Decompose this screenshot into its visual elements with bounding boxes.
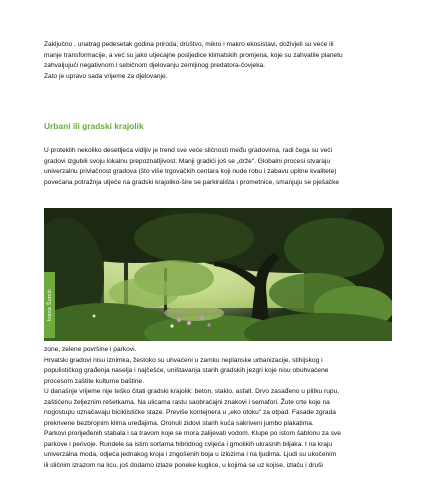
park-photo bbox=[44, 208, 392, 341]
body-line: ili sličnim izrazom na licu, još dodamo izlaze poneke kuglice, u kojima se uz kojise, izlaču i druši bbox=[44, 461, 323, 469]
section-line: gradovi izgubili svoju lokalnu prepoznatljivost. Manji gradići još se „drže". Globalni procesi stvaraju bbox=[44, 157, 331, 165]
body-line: nogostupu označavaju biciklističke staze. Previše kontejnera u „eko otoku" za otpad. Fasade zgrada bbox=[44, 409, 336, 416]
section-paragraph bbox=[44, 146, 394, 188]
intro-line: zahvaljujući negativnom i sebičnom djelovanju zemljinog predatora-čovjeka. bbox=[44, 62, 266, 69]
body-line: Hrvatski gradovi nisu iznimka, žestoko su uhvaćeni u zamku neplanske urbanizacije, stihijskog i bbox=[44, 356, 323, 364]
body-line: parkove i perivoje. Rundele sa istim sortama hibridnog cvijeća i gmolikih ukrasnih biljaka. I na kraju bbox=[44, 440, 333, 448]
intro-line: manje transformacije, a već su jako utjecajne posljedice klimatskih promjena, koje su zahvatile planetu bbox=[44, 51, 343, 59]
intro-line: Zato je upravo sada vrijeme za djelovanje. bbox=[44, 72, 168, 80]
body-line: populističkog građenja naselja i najčešće, uništavanja starih gradskih jezgri koje nisu obuhvaćene bbox=[44, 367, 329, 374]
section-line: univerzalnu privlačnost gradova (što više trgovačkih centara koji nude robu i zabavu upitne kvalitete) bbox=[44, 168, 337, 175]
body-line: zaštićenu željeznim rešetkama. Na ulicama rastu saobraćajni znakovi i semafori. Žute crte koje na bbox=[44, 398, 330, 406]
photo-credit-label: Ivana Šumić bbox=[46, 288, 53, 322]
photo-credit-tab bbox=[44, 272, 55, 338]
park-photo-illustration bbox=[44, 208, 392, 341]
body-line: zone, zelene površine i parkovi. bbox=[44, 346, 137, 353]
intro-paragraph bbox=[44, 40, 394, 82]
body-line: prekrivene bezbrojnim klima uređajima. Oronuli zidovi starih kuća sakriveni jumbo plakatima. bbox=[44, 419, 314, 427]
section-heading: Urbani ili gradski krajolik bbox=[44, 121, 144, 131]
body-line: U današnje vrijeme nije teško čitati gradski krajolik: beton, staklo, asfalt. Drvo zasađeno u plitku rupu, bbox=[44, 388, 340, 395]
body-line: univerzalna moda, odjeća jednakog kroja i zngošenih boja u izlozima i na ljudima. Ljudi su ukočenim bbox=[44, 451, 337, 458]
body-paragraph bbox=[44, 345, 394, 471]
body-line: procesom zaštite kulturne baštine. bbox=[44, 377, 145, 385]
section-line: povećana potražnja utječe na gradski krajoliko-šire se parkirališta i prometnice, smanjuju se pješačke bbox=[44, 178, 340, 186]
intro-line: Zaključno , unatrag pedesetak godina priroda, društvo, mikro i makro ekosistavi, doživjeli su veće ili bbox=[44, 41, 334, 48]
body-line: Parkovi prorijeđenih stabala i sa travom koje se mora zalijevati vodom. Klupe po istom šablonu za sve bbox=[44, 430, 341, 437]
section-line: U proteklih nekoliko desetljeća vidljiv je trend sve veće sličnosti među gradovima, radi čega su veći bbox=[44, 147, 333, 154]
